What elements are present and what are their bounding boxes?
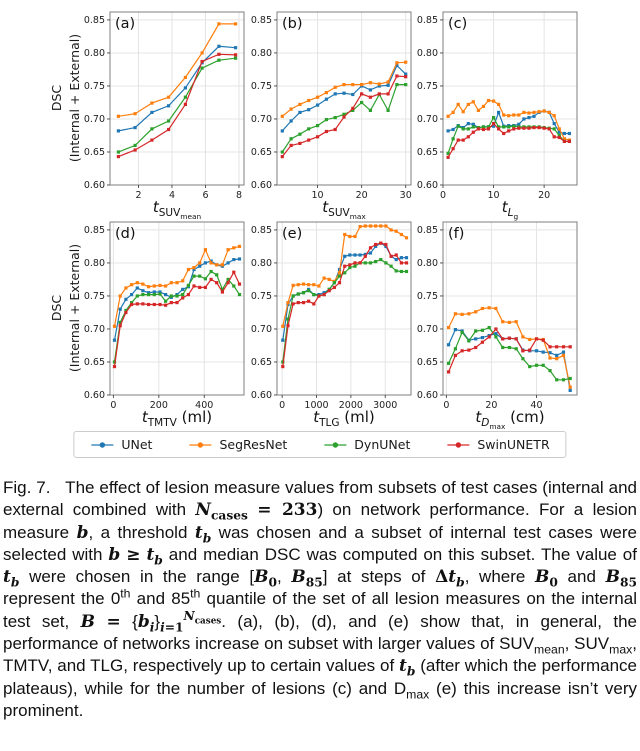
svg-text:0.75: 0.75: [250, 81, 272, 93]
plot-f-dmax: [409, 212, 583, 414]
legend-item-swinunetr: [446, 437, 549, 452]
legend-item-dynunet: [323, 437, 410, 452]
legend-item-unet: [90, 437, 152, 452]
svg-text:0.70: 0.70: [250, 114, 272, 126]
svg-text:0.65: 0.65: [416, 357, 438, 369]
svg-text:6: 6: [202, 190, 209, 201]
svg-text:0.65: 0.65: [83, 147, 105, 159]
svg-text:0.80: 0.80: [250, 48, 272, 60]
svg-text:400: 400: [195, 400, 214, 411]
plot-c-num-lesions: [409, 2, 583, 204]
svg-text:0.85: 0.85: [416, 15, 438, 27]
xlabel-e: $t_{TLG}$ (ml): [313, 408, 375, 429]
svg-text:2: 2: [135, 190, 142, 201]
svg-text:0.60: 0.60: [250, 390, 272, 402]
svg-text:0.60: 0.60: [83, 390, 105, 402]
svg-text:0.85: 0.85: [250, 225, 272, 237]
svg-text:2000: 2000: [338, 400, 363, 411]
svg-text:10: 10: [311, 190, 324, 201]
svg-text:0.65: 0.65: [416, 147, 438, 159]
svg-text:200: 200: [149, 400, 168, 411]
figure-caption: Fig. 7. The effect of lesion measure values from subsets of test cases (internal and external combined with $N_{cases} = 233$) on network performance. For a lesion measure b, a threshold $t_b$ was chosen and a subset of internal test cases were selected with $b \ge t_b$ and median DSC was computed on this subset. The value of $t_b$ were chosen in the range [$B_0$, $B_{85}$] at steps of $\Delta t_b$, where $B_0$ and $B_{85}$ represent the 0th and 85th quantile of the set of all lesion measures on the internal test set, $B = \{b_i\}_{i=1}^{N_{cases}}$. (a), (b), (d), and (e) show that, in general, the performance of networks increase on subset with larger values of $SUV_{mean}$, $SUV_{max}$, TMTV, and TLG, respectively up to certain values of $t_b$ (after which the performance plateaus), while for the number of lesions (c) and $D_{max}$ (e) this increase isn’t very prominent.: [3, 478, 638, 720]
xlabel-d: $t_{TMTV}$ (ml): [141, 408, 213, 429]
svg-text:40: 40: [530, 400, 543, 411]
svg-text:0: 0: [110, 400, 117, 411]
svg-text:1000: 1000: [304, 400, 329, 411]
svg-text:0.85: 0.85: [83, 225, 105, 237]
legend-item-segresnet: [188, 437, 287, 452]
svg-text:0: 0: [279, 400, 286, 411]
svg-text:20: 20: [355, 190, 368, 201]
svg-text:0.80: 0.80: [416, 48, 438, 60]
svg-text:0.70: 0.70: [83, 324, 105, 336]
plot-a-suvmean: [76, 2, 250, 204]
svg-text:0.75: 0.75: [416, 81, 438, 93]
plot-e-tlg: [243, 212, 417, 414]
svg-text:0.75: 0.75: [83, 291, 105, 303]
svg-text:0.60: 0.60: [416, 180, 438, 192]
svg-text:(b): (b): [282, 16, 303, 32]
svg-text:0.80: 0.80: [416, 258, 438, 270]
svg-text:0.70: 0.70: [416, 324, 438, 336]
svg-text:30: 30: [399, 190, 412, 201]
svg-text:4: 4: [168, 190, 175, 201]
plot-d-tmtv: [76, 212, 250, 414]
svg-text:0.60: 0.60: [250, 180, 272, 192]
svg-text:0.60: 0.60: [416, 390, 438, 402]
svg-text:0.80: 0.80: [250, 258, 272, 270]
legend-label: DynUNet: [354, 437, 411, 452]
svg-text:(f): (f): [448, 226, 465, 242]
plot-b-suvmax: [243, 2, 417, 204]
svg-text:0.85: 0.85: [83, 15, 105, 27]
svg-text:0.65: 0.65: [250, 147, 272, 159]
svg-text:20: 20: [538, 190, 551, 201]
svg-text:0.65: 0.65: [250, 357, 272, 369]
svg-text:(a): (a): [115, 16, 136, 32]
ylabel-row2-line2: (Internal + External): [67, 243, 82, 373]
svg-text:0: 0: [443, 400, 450, 411]
xlabel-b: $t_{SUV_{max}}$: [322, 198, 366, 222]
legend-label: SwinUNETR: [477, 437, 550, 452]
xlabel-a: $t_{SUV_{mean}}$: [152, 198, 202, 222]
svg-text:(d): (d): [115, 226, 136, 242]
legend-marker-icon: [446, 440, 470, 450]
svg-text:0.70: 0.70: [83, 114, 105, 126]
svg-text:0.60: 0.60: [83, 180, 105, 192]
svg-text:0.75: 0.75: [416, 291, 438, 303]
svg-text:0.65: 0.65: [83, 357, 105, 369]
svg-text:10: 10: [487, 190, 500, 201]
legend-label: SegResNet: [219, 437, 288, 452]
svg-text:0.85: 0.85: [250, 15, 272, 27]
legend-marker-icon: [188, 440, 212, 450]
svg-text:20: 20: [485, 400, 498, 411]
ylabel-row2-line1: DSC: [49, 294, 64, 322]
svg-text:(c): (c): [448, 16, 468, 32]
legend-marker-icon: [323, 440, 347, 450]
ylabel-row1-line2: (Internal + External): [67, 33, 82, 163]
svg-text:0.85: 0.85: [416, 225, 438, 237]
legend: [73, 431, 566, 458]
ylabel-row1-line1: DSC: [49, 84, 64, 112]
svg-text:(e): (e): [282, 226, 303, 242]
svg-text:8: 8: [235, 190, 242, 201]
svg-text:0.75: 0.75: [250, 291, 272, 303]
svg-text:3000: 3000: [373, 400, 398, 411]
xlabel-f: $t_{D_{max}}$ (cm): [475, 408, 545, 432]
svg-text:0.70: 0.70: [416, 114, 438, 126]
svg-text:0.80: 0.80: [83, 48, 105, 60]
svg-text:0.75: 0.75: [83, 81, 105, 93]
xlabel-c: $t_{L_g}$: [501, 198, 519, 222]
legend-marker-icon: [90, 440, 114, 450]
svg-text:0: 0: [439, 190, 447, 201]
svg-text:0.80: 0.80: [83, 258, 105, 270]
legend-label: UNet: [121, 437, 153, 452]
svg-text:0.70: 0.70: [250, 324, 272, 336]
